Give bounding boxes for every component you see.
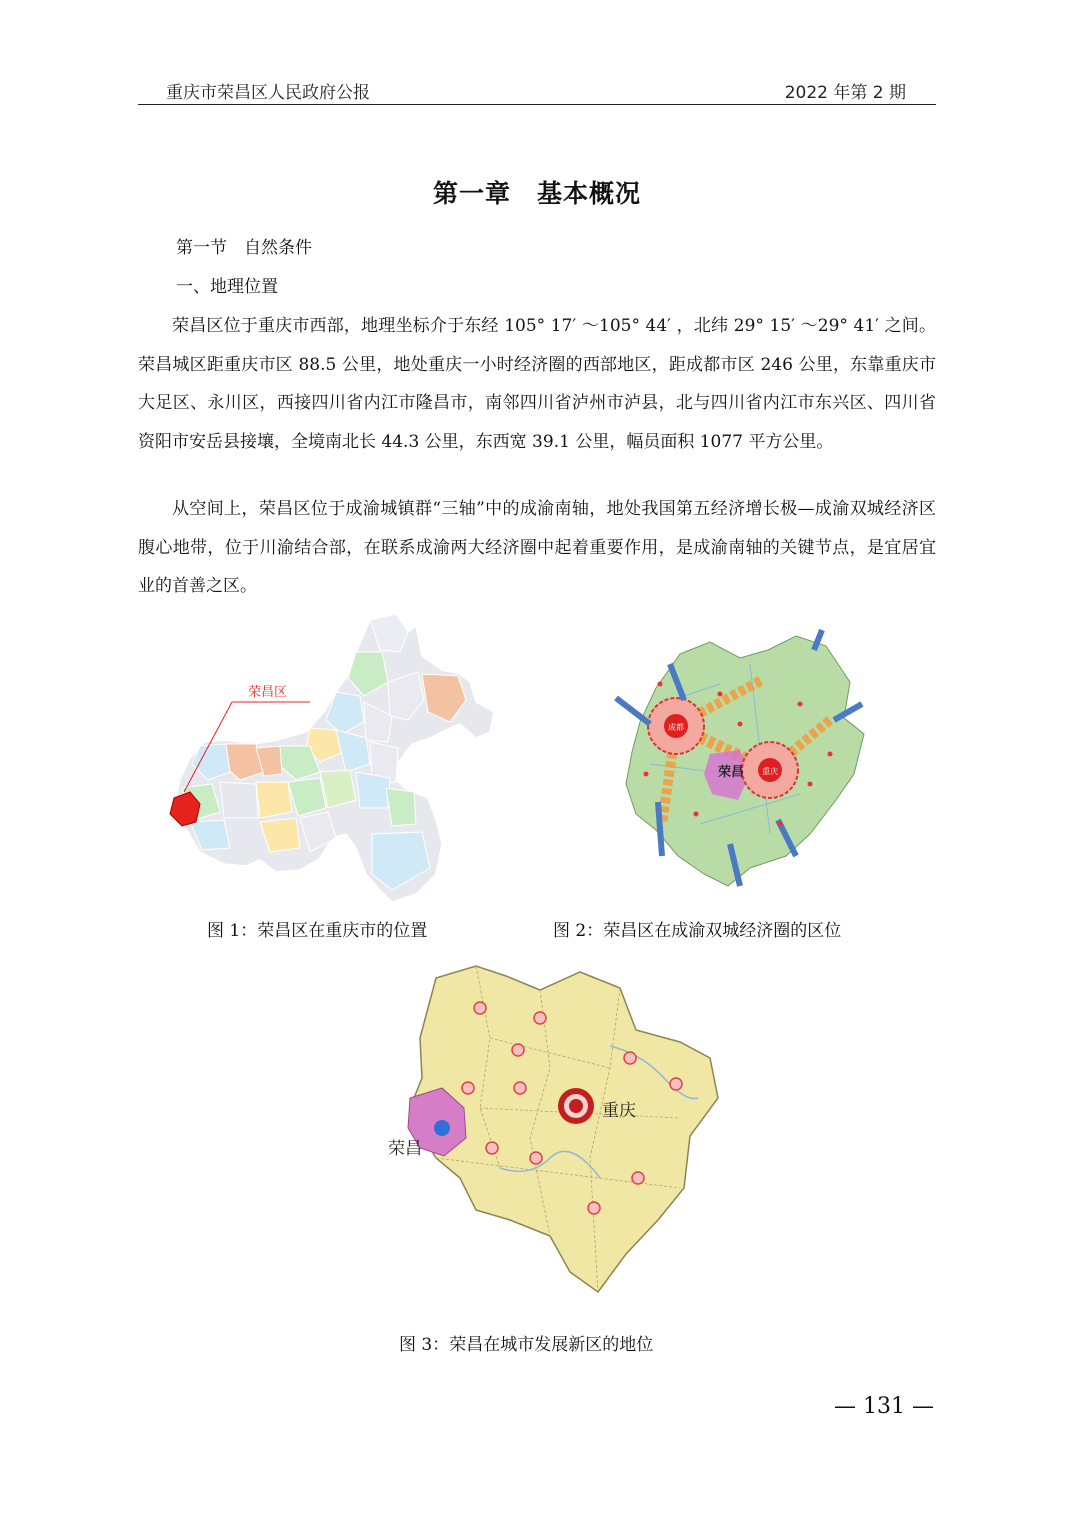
page-header — [138, 78, 936, 105]
paragraph-spatial: 从空间上，荣昌区位于成渝城镇群“三轴”中的成渝南轴，地处我国第五经济增长极—成渝双城经济区腹心地带，位于川渝结合部，在联系成渝两大经济圈中起着重要作用，是成渝南轴的关键节点，是宜居宜业的首善之区。 — [138, 499, 936, 596]
figure-1-caption: 图 1：荣昌区在重庆市的位置 — [207, 921, 428, 941]
subsection-heading: 一、地理位置 — [176, 277, 278, 297]
figure-2-caption: 图 2：荣昌区在成渝双城经济圈的区位 — [553, 921, 842, 941]
figure-2-map — [600, 624, 870, 896]
header-publication: 重庆市荣昌区人民政府公报 — [166, 83, 370, 103]
figure-3-label-rongchang: 荣昌 — [388, 1139, 422, 1159]
header-issue: 2022 年第 2 期 — [784, 83, 906, 103]
figure-1-map — [160, 612, 500, 904]
figure-2-label-chengdu: 成都 — [668, 723, 684, 732]
chapter-title: 第一章 基本概况 — [432, 179, 641, 208]
figure-3-label-chongqing: 重庆 — [602, 1101, 636, 1121]
page-number: — 131 — — [834, 1394, 934, 1419]
figure-2-label-chongqing: 重庆 — [762, 767, 778, 776]
paragraph-location: 荣昌区位于重庆市西部，地理坐标介于东经 105° 17′ ～105° 44′ ，北纬 29° 15′ ～29° 41′ 之间。荣昌城区距重庆市区 88.5 公里，地处重庆一小时经济圈的西部地区，距成都市区 246 公里，东靠重庆市大足区、永川区，西接四川省内江市隆昌市，南邻四川省泸州市泸县，北与四川省内江市东兴区、四川省资阳市安岳县接壤，全境南北长 44.3 公里，东西宽 39.1 公里，幅员面积 1077 平方公里。 — [138, 316, 936, 452]
figure-3-map — [380, 958, 720, 1298]
figure-2-label-rongchang: 荣昌 — [718, 765, 745, 780]
figure-3-caption: 图 3：荣昌在城市发展新区的地位 — [399, 1335, 654, 1355]
figure-1-callout: 荣昌区 — [248, 685, 288, 700]
section-heading: 第一节 自然条件 — [176, 238, 312, 258]
